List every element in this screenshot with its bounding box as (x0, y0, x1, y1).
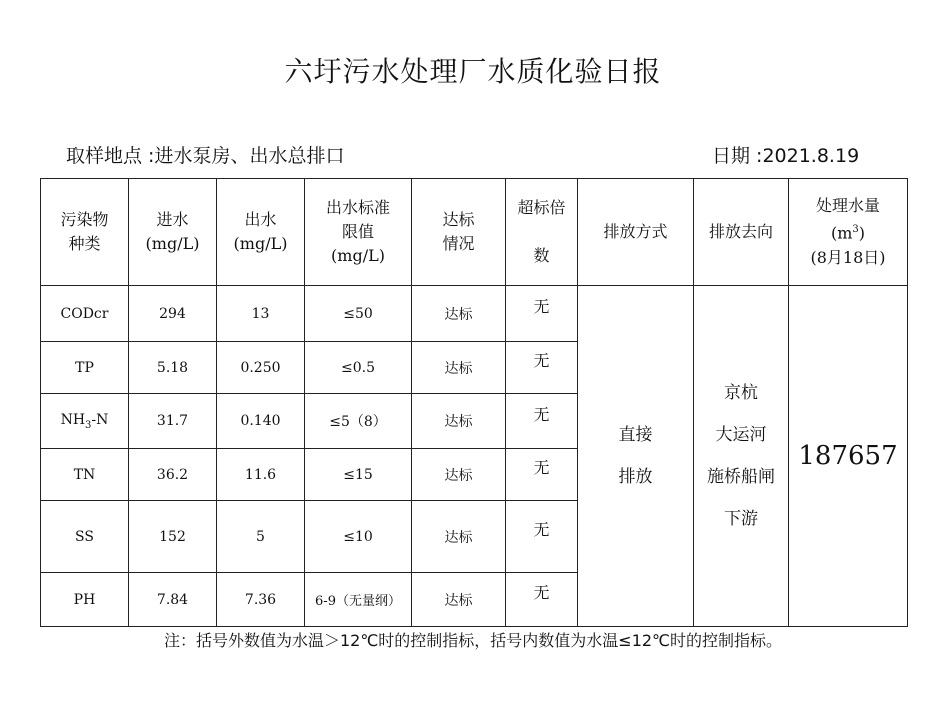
cell-compliance: 达标 (412, 394, 506, 449)
cell-outflow: 7.36 (217, 573, 305, 627)
sampling-value: 进水泵房、出水总排口 (154, 145, 345, 167)
cell-standard: ≤10 (305, 501, 412, 573)
header-discharge-dest: 排放去向 (694, 179, 789, 286)
cell-pollutant: TP (41, 342, 129, 394)
cell-outflow: 13 (217, 286, 305, 342)
header-discharge-method: 排放方式 (578, 179, 694, 286)
cell-discharge-method: 直接 排放 (578, 286, 694, 627)
cell-volume-value: 187657 (789, 286, 908, 627)
cell-compliance: 达标 (412, 573, 506, 627)
cell-exceed: 无 (506, 501, 578, 573)
cell-inflow: 5.18 (129, 342, 217, 394)
header-pollutant: 污染物 种类 (41, 179, 129, 286)
cell-exceed: 无 (506, 449, 578, 501)
cell-outflow: 0.140 (217, 394, 305, 449)
header-inflow: 进水 (mg/L) (129, 179, 217, 286)
cell-pollutant: SS (41, 501, 129, 573)
cell-pollutant: $NH_3-N$ (41, 394, 129, 449)
header-row (41, 179, 908, 286)
water-quality-table (40, 178, 908, 627)
date-label: 日期 : (712, 145, 763, 167)
cell-standard: ≤50 (305, 286, 412, 342)
cell-exceed: 无 (506, 342, 578, 394)
cell-inflow: 31.7 (129, 394, 217, 449)
cell-exceed: 无 (506, 394, 578, 449)
cell-compliance: 达标 (412, 449, 506, 501)
header-exceed: 超标倍 数 (506, 179, 578, 286)
table-row (41, 286, 908, 342)
cell-pollutant: TN (41, 449, 129, 501)
cell-exceed: 无 (506, 573, 578, 627)
cell-outflow: 0.250 (217, 342, 305, 394)
cell-pollutant: CODcr (41, 286, 129, 342)
report-title: 六圩污水处理厂水质化验日报 (284, 55, 662, 88)
header-outflow: 出水 (mg/L) (217, 179, 305, 286)
cell-pollutant: PH (41, 573, 129, 627)
cell-discharge-dest: 京杭 大运河 施桥船闸 下游 (694, 286, 789, 627)
cell-compliance: 达标 (412, 286, 506, 342)
cell-inflow: 36.2 (129, 449, 217, 501)
header-compliance: 达标 情况 (412, 179, 506, 286)
cell-standard: ≤5（8） (305, 394, 412, 449)
cell-exceed: 无 (506, 286, 578, 342)
header-standard: 出水标准 限值 (mg/L) (305, 179, 412, 286)
cell-outflow: 5 (217, 501, 305, 573)
report-date (712, 141, 859, 168)
footnote: 注：括号外数值为水温＞12℃时的控制指标，括号内数值为水温≤12℃时的控制指标。 (163, 631, 783, 650)
cell-compliance: 达标 (412, 342, 506, 394)
header-volume: 处理水量 $(m^3)$ (8月18日) (789, 179, 908, 286)
sampling-label: 取样地点 : (66, 145, 155, 167)
cell-compliance: 达标 (412, 501, 506, 573)
cell-standard: ≤15 (305, 449, 412, 501)
cell-inflow: 294 (129, 286, 217, 342)
cell-standard: ≤0.5 (305, 342, 412, 394)
cell-inflow: 7.84 (129, 573, 217, 627)
cell-outflow: 11.6 (217, 449, 305, 501)
date-value: 2021.8.19 (762, 145, 860, 167)
cell-inflow: 152 (129, 501, 217, 573)
cell-standard: 6-9（无量纲） (305, 573, 412, 627)
sampling-location (66, 141, 344, 168)
